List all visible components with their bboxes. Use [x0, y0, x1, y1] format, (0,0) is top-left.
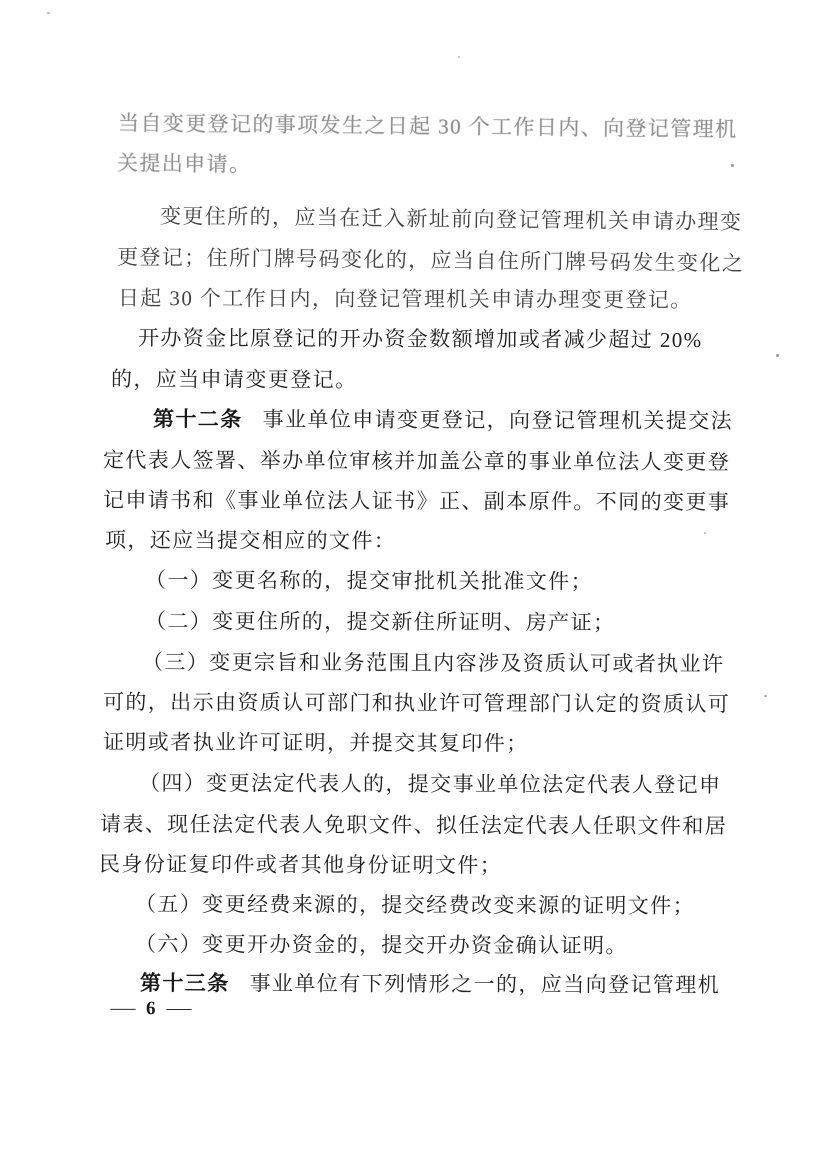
document-line: 关提出申请。 [116, 151, 252, 177]
document-line: 请表、现任法定代表人免职文件、拟任法定代表人任职文件和居 [99, 812, 728, 839]
list-item-5-line: （五）变更经费来源的，提交经费改变来源的证明文件； [134, 892, 696, 918]
list-item-1-line: （一）变更名称的，提交审批机关批准文件； [144, 568, 594, 594]
document-line: 证明或者执业许可证明，并提交其复印件； [102, 730, 529, 756]
list-item-2-line: （二）变更住所的，提交新住所证明、房产证； [144, 609, 616, 635]
page-footer [110, 996, 192, 1020]
article-12-heading-line [153, 406, 733, 434]
document-line: 可的，出示由资质认可部门和执业许可管理部门认定的资质认可 [102, 690, 731, 717]
article-13-heading-line [140, 970, 720, 998]
scan-speck [458, 56, 460, 58]
scan-speck [47, 12, 50, 14]
list-item-6-line: （六）变更开办资金的，提交开办资金确认证明。 [134, 932, 628, 958]
document-line: 更登记；住所门牌号码变化的，应当自住所门牌号码发生变化之 [116, 245, 745, 276]
list-item-3-line: （三）变更宗旨和业务范围且内容涉及资质认可或者执业许 [141, 650, 725, 677]
document-line: 当自变更登记的事项发生之日起 30 个工作日内、向登记管理机 [117, 111, 738, 142]
document-line: 定代表人签署、举办单位审核并加盖公章的事业单位法人变更登 [102, 448, 731, 475]
scan-speck [764, 695, 767, 697]
scan-speck [731, 164, 734, 167]
article-13-text: 事业单位有下列情形之一的，应当向登记管理机 [249, 971, 721, 998]
scan-speck [776, 354, 779, 357]
list-item-4-line: （四）变更法定代表人的，提交事业单位法定代表人登记申 [138, 771, 722, 798]
article-number-13: 第十三条 [139, 971, 230, 996]
document-line: 日起 30 个工作日内，向登记管理机关申请办理变更登记。 [117, 286, 693, 313]
document-line: 变更住所的，应当在迁入新址前向登记管理机关申请办理变 [159, 204, 743, 235]
footer-left-dash: — [110, 996, 136, 1020]
scan-speck [704, 532, 706, 534]
document-line: 的，应当申请变更登记。 [110, 367, 358, 392]
document-line: 民身份证复印件或者其他身份证明文件； [98, 852, 503, 878]
document-line: 开办资金比原登记的开办资金数额增加或者减少超过 20% [137, 326, 703, 352]
document-line: 记申请书和《事业单位法人证书》正、副本原件。不同的变更事 [102, 488, 731, 515]
article-12-text: 事业单位申请变更登记，向登记管理机关提交法 [262, 407, 734, 434]
article-number-12: 第十二条 [152, 407, 243, 432]
footer-right-dash: — [165, 997, 192, 1020]
document-line: 项，还应当提交相应的文件： [104, 528, 397, 554]
page-number: 6 [145, 998, 156, 1020]
